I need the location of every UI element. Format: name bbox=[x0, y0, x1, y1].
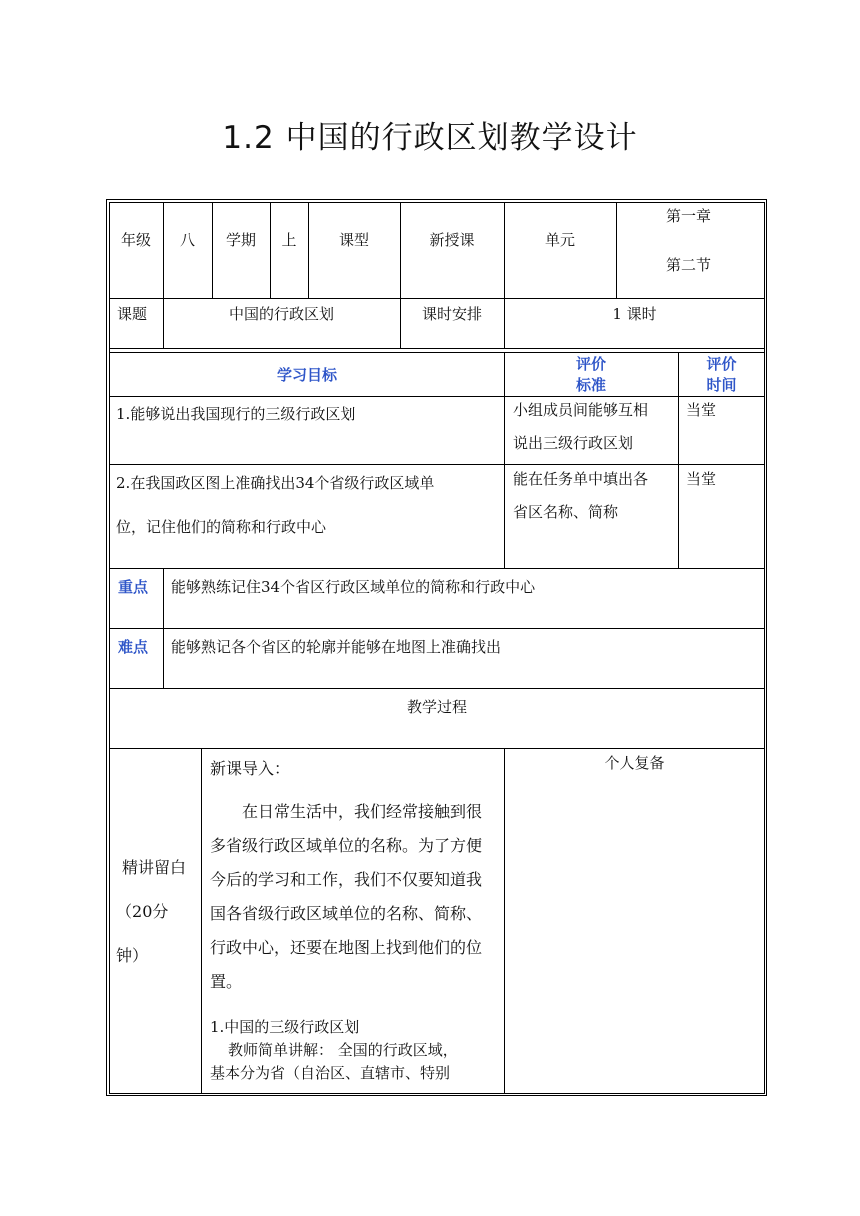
stage-unit: 分 bbox=[152, 902, 169, 921]
objective-2-line2: 位，记住他们的简称和行政中心 bbox=[116, 518, 327, 536]
objective-number: 2. bbox=[116, 474, 131, 492]
objective-2-time: 当堂 bbox=[686, 470, 717, 488]
objective-number-34: 34 bbox=[295, 474, 315, 492]
section-1-heading: 1.中国的三级行政区划 bbox=[210, 1018, 360, 1036]
key-point-number: 34 bbox=[261, 578, 281, 596]
key-point-label: 重点 bbox=[118, 578, 149, 596]
table-rule bbox=[109, 1093, 764, 1094]
grade-value: 八 bbox=[179, 231, 195, 249]
table-rule bbox=[109, 464, 764, 465]
criteria-header-line2: 标准 bbox=[575, 376, 606, 394]
term-label: 学期 bbox=[225, 231, 256, 249]
intro-line: 国各省级行政区域单位的名称、简称、 bbox=[210, 904, 483, 923]
objective-1-time: 当堂 bbox=[686, 401, 717, 419]
lesson-type-label: 课型 bbox=[338, 231, 369, 249]
objective-1-criteria-line2: 说出三级行政区划 bbox=[513, 434, 634, 452]
key-point-text-b: 个省区行政区域单位的简称和行政中心 bbox=[280, 578, 536, 596]
stage-paren: （ bbox=[116, 902, 133, 921]
time-header-line2: 时间 bbox=[706, 376, 737, 394]
table-rule bbox=[109, 688, 764, 689]
table-rule bbox=[163, 202, 164, 348]
table-rule bbox=[616, 202, 617, 298]
table-rule bbox=[504, 202, 505, 348]
table-rule bbox=[109, 202, 110, 1094]
table-rule bbox=[308, 202, 309, 298]
unit-label: 单元 bbox=[544, 231, 575, 249]
objective-2-line1 bbox=[116, 472, 434, 493]
section-1-line: 教师简单讲解： 全国的行政区域， bbox=[228, 1041, 458, 1059]
objective-1 bbox=[116, 403, 355, 424]
table-rule bbox=[764, 202, 765, 1094]
objective-number: 1. bbox=[116, 405, 131, 423]
stage-label-line1: 精讲留白 bbox=[122, 858, 187, 877]
table-rule bbox=[109, 298, 764, 299]
intro-line: 多省级行政区域单位的名称。为了方便 bbox=[210, 836, 483, 855]
objective-text: 个省级行政区域单 bbox=[314, 474, 435, 492]
page-title: 1.2 中国的行政区划教学设计 bbox=[222, 120, 638, 156]
table-rule bbox=[109, 568, 764, 569]
schedule-value: 1 课时 bbox=[612, 305, 657, 323]
intro-line: 置。 bbox=[210, 972, 243, 991]
key-point-text-a: 能够熟练记住 bbox=[171, 578, 262, 596]
time-header-line1: 评价 bbox=[706, 355, 737, 373]
objective-2-criteria-line2: 省区名称、简称 bbox=[513, 503, 619, 521]
personal-prep-header: 个人复备 bbox=[604, 754, 665, 772]
schedule-label: 课时安排 bbox=[421, 305, 482, 323]
stage-minutes: 20 bbox=[132, 902, 153, 921]
intro-heading: 新课导入： bbox=[210, 759, 291, 778]
stage-label-line3: 钟） bbox=[116, 946, 149, 965]
table-rule bbox=[400, 202, 401, 348]
lesson-type-value: 新授课 bbox=[429, 231, 475, 249]
section-1-line: 基本分为省（自治区、直辖市、特别 bbox=[210, 1064, 451, 1082]
table-rule bbox=[109, 628, 764, 629]
objective-text: 在我国政区图上准确找出 bbox=[130, 474, 296, 492]
topic-value: 中国的行政区划 bbox=[228, 305, 334, 323]
objectives-header: 学习目标 bbox=[276, 366, 337, 384]
objective-1-criteria-line1: 小组成员间能够互相 bbox=[513, 401, 649, 419]
table-rule bbox=[212, 202, 213, 298]
intro-line: 今后的学习和工作，我们不仅要知道我 bbox=[210, 870, 483, 889]
difficult-point-text: 能够熟记各个省区的轮廓并能够在地图上准确找出 bbox=[171, 638, 502, 656]
table-rule bbox=[109, 348, 764, 349]
topic-label: 课题 bbox=[117, 305, 148, 323]
section-1 bbox=[210, 1016, 504, 1085]
term-value: 上 bbox=[281, 231, 297, 249]
unit-chapter: 第一章 bbox=[666, 207, 712, 225]
table-rule bbox=[109, 748, 764, 749]
process-header: 教学过程 bbox=[406, 698, 467, 716]
table-rule bbox=[163, 568, 164, 688]
objective-2-criteria-line1: 能在任务单中填出各 bbox=[513, 470, 649, 488]
objective-text: 能够说出我国现行的三级行政区划 bbox=[130, 405, 356, 423]
grade-label: 年级 bbox=[120, 231, 151, 249]
table-rule bbox=[201, 748, 202, 1093]
table-rule bbox=[109, 202, 764, 203]
difficult-point-label: 难点 bbox=[118, 638, 149, 656]
intro-line: 在日常生活中，我们经常接触到很 bbox=[242, 802, 483, 821]
table-rule bbox=[270, 202, 271, 298]
table-rule bbox=[109, 396, 764, 397]
intro-paragraph bbox=[210, 795, 506, 999]
key-point-text bbox=[171, 576, 535, 597]
stage-label-line2 bbox=[116, 899, 168, 922]
unit-section: 第二节 bbox=[666, 256, 712, 274]
intro-line: 行政中心，还要在地图上找到他们的位 bbox=[210, 938, 483, 957]
criteria-header-line1: 评价 bbox=[575, 355, 606, 373]
